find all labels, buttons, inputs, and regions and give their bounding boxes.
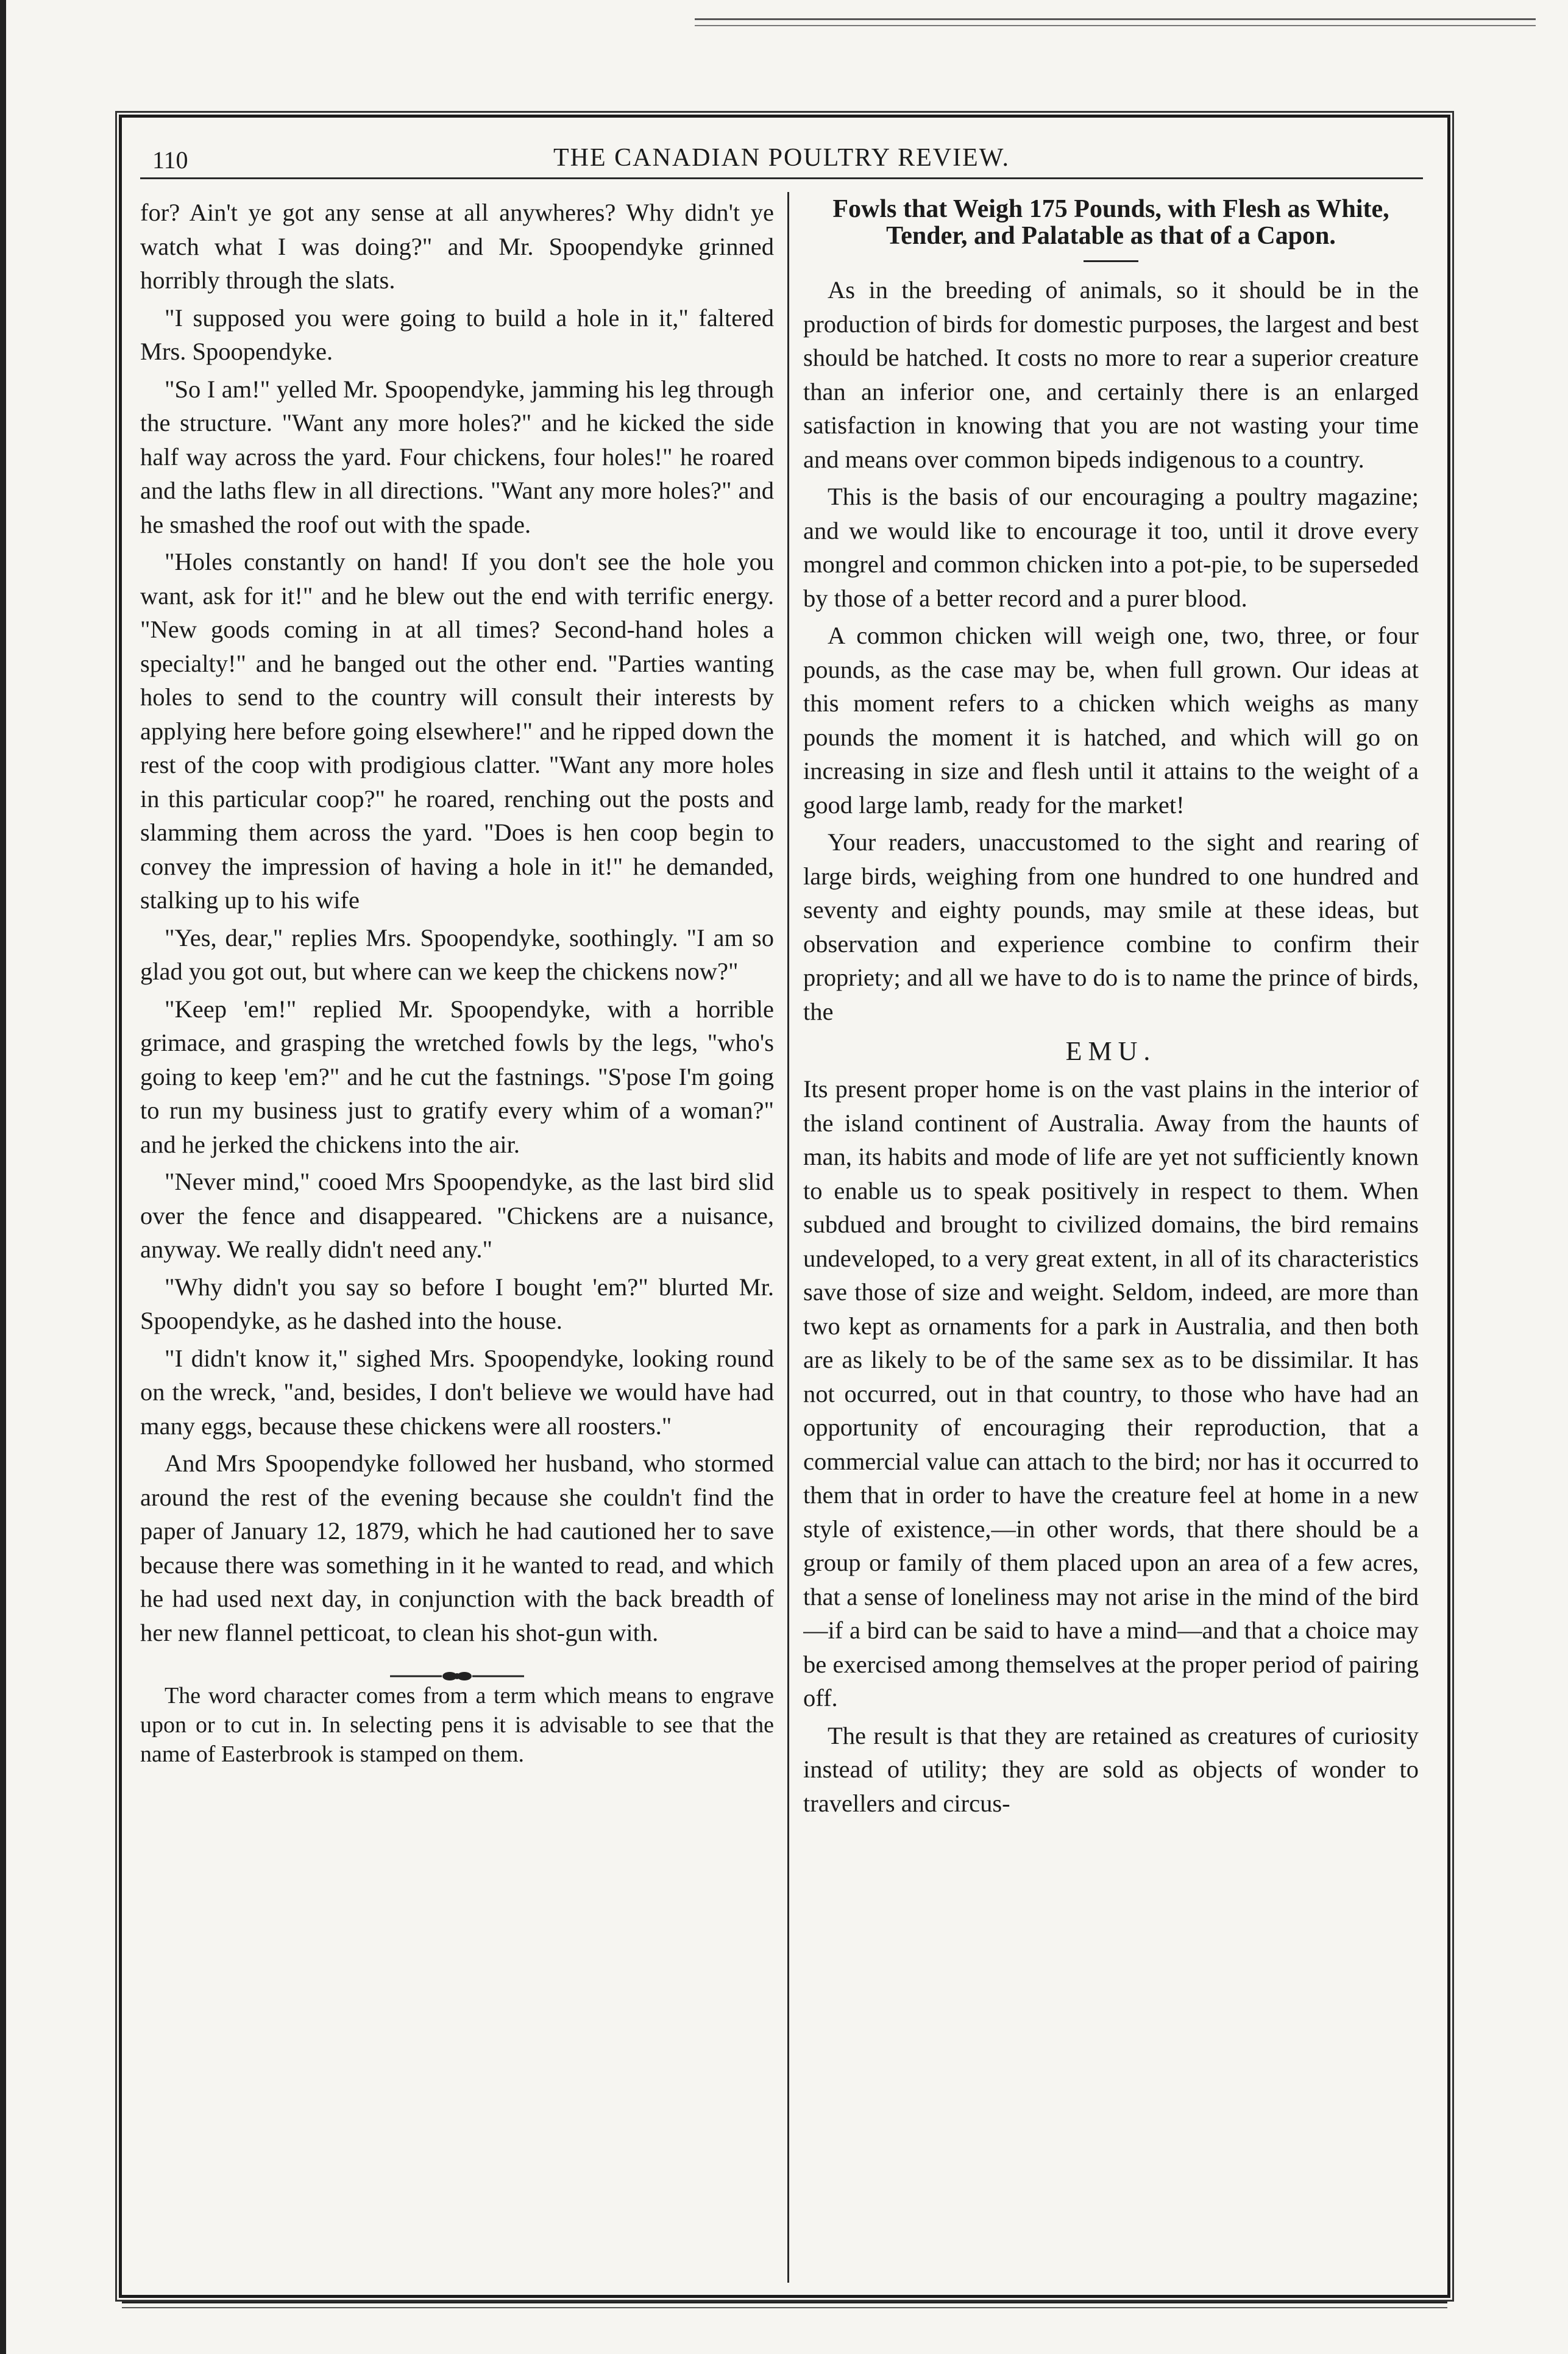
paragraph: Its present proper home is on the vast plains in the interior of the island continent of Australia. Away from the haunts of man, its habits and mode of life are yet not sufficiently known to enable us to speak positively in respect to them. When subdued and brought to civilized domains, the bird remains undeveloped, to a very great extent, in all of its characteristics save those of size and weight. Seldom, indeed, are more than two kept as ornaments for a park in Australia, and then both are as likely to be of the same sex as to be dissimilar. It has not occurred, out in that country, to those who have had an opportunity of encouraging their reproduction, that a commercial value can attach to the bird; nor has it occurred to them that in order to have the creature feel at home in a new style of existence,—in other words, that there should be a group or family of them placed upon an area of a few acres, that a sense of loneliness may not arise in the mind of the bird—if a bird can be said to have a mind—and that a choice may be exercised among themselves at the proper period of pairing off.: [803, 1075, 1419, 1712]
right-column: [803, 196, 1419, 2283]
page-number: 110: [152, 146, 188, 174]
paragraph: "Yes, dear," replies Mrs. Spoopendyke, soothingly. "I am so glad you got out, but where can we keep the chickens now?": [140, 923, 774, 985]
bottom-rule: [122, 2302, 1447, 2308]
column-divider: [787, 192, 789, 2283]
paragraph: Your readers, unaccustomed to the sight and rearing of large birds, weighing from one hundred to one hundred and seventy and eighty pounds, may smile at these ideas, but observation and experience combine to confirm their propriety; and all we have to do is to name the prince of birds, the: [803, 828, 1419, 1025]
paragraph: And Mrs Spoopendyke followed her husband, who stormed around the rest of the evening because she couldn't find the paper of January 12, 1879, which he had cautioned her to save because there was something in it he wanted to read, and which he had used next day, in conjunction with the back breadth of her new flannel petticoat, to clean his shot-gun with.: [140, 1449, 774, 1646]
left-column: [140, 196, 774, 2283]
article-title: Fowls that Weigh 175 Pounds, with Flesh as White, Tender, and Palatable as that of a Capon.: [832, 196, 1389, 250]
paragraph: "So I am!" yelled Mr. Spoopendyke, jamming his leg through the structure. "Want any more holes?" and he kicked the side half way across the yard. Four chickens, four holes!" he roared and the laths flew in all directions. "Want any more holes?" and he smashed the roof out with the spade.: [140, 375, 774, 538]
paragraph: "Keep 'em!" replied Mr. Spoopendyke, with a horrible grimace, and grasping the wretched fowls by the legs, "who's going to keep 'em?" and he cut the fastnings. "S'pose I'm going to run my business just to gratify every whim of a woman?" and he jerked the chickens into the air.: [140, 995, 774, 1158]
emu-subhead: EMU.: [1065, 1036, 1157, 1066]
top-rule: [695, 18, 1536, 26]
running-title: THE CANADIAN POULTRY REVIEW.: [553, 144, 1010, 172]
paragraph: As in the breeding of animals, so it should be in the production of birds for domestic purposes, the largest and best should be hatched. It costs no more to rear a superior creature than an inferior one, and certainly there is an enlarged satisfaction in knowing that you are not wasting your time and means over common bipeds indigenous to a country.: [803, 276, 1419, 473]
paragraph: "Never mind," cooed Mrs Spoopendyke, as the last bird slid over the fence and disappeared. "Chickens are a nuisance, anyway. We really didn't need any.": [140, 1168, 774, 1263]
page-header: [140, 138, 1423, 179]
title-rule: [1084, 260, 1138, 262]
pen-note: The word character comes from a term which means to engrave upon or to cut in. In selecting pens it is advisable to see that the name of Easterbrook is stamped on them.: [140, 1683, 774, 1767]
paragraph: The result is that they are retained as creatures of curiosity instead of utility; they are sold as objects of wonder to travellers and circus-: [803, 1721, 1419, 1817]
ornament-divider: [140, 1659, 774, 1677]
paragraph: "I didn't know it," sighed Mrs. Spoopendyke, looking round on the wreck, "and, besides, I don't believe we would have had many eggs, because these chickens were all roosters.": [140, 1344, 774, 1440]
page-frame: [119, 115, 1450, 2298]
page-edge-shadow: [0, 0, 6, 2354]
paragraph: "Why didn't you say so before I bought 'em?" blurted Mr. Spoopendyke, as he dashed into the house.: [140, 1273, 774, 1334]
paragraph: for? Ain't ye got any sense at all anywheres? Why didn't ye watch what I was doing?" and Mr. Spoopendyke grinned horribly through the slats.: [140, 199, 774, 294]
paragraph: This is the basis of our encouraging a poultry magazine; and we would like to encourage it too, until it drove every mongrel and common chicken into a pot-pie, to be superseded by those of a better record and a purer blood.: [803, 483, 1419, 612]
paragraph: "Holes constantly on hand! If you don't see the hole you want, ask for it!" and he blew out the end with terrific energy. "New goods coming in at all times? Second-hand holes a specialty!" and he banged out the other end. "Parties wanting holes to send to the country will consult their interests by applying here before going elsewhere!" and he ripped down the rest of the coop with prodigious clatter. "Want any more holes in this particular coop?" he roared, renching out the posts and slamming them across the yard. "Does is hen coop begin to convey the impression of having a hole in it!" he demanded, stalking up to his wife: [140, 548, 774, 914]
paragraph: A common chicken will weigh one, two, three, or four pounds, as the case may be, when full grown. Our ideas at this moment refers to a chicken which weighs as many pounds the moment it is hatched, and which will go on increasing in size and flesh until it attains to the weight of a good large lamb, ready for the market!: [803, 622, 1419, 819]
paragraph: "I supposed you were going to build a hole in it," faltered Mrs. Spoopendyke.: [140, 304, 774, 365]
